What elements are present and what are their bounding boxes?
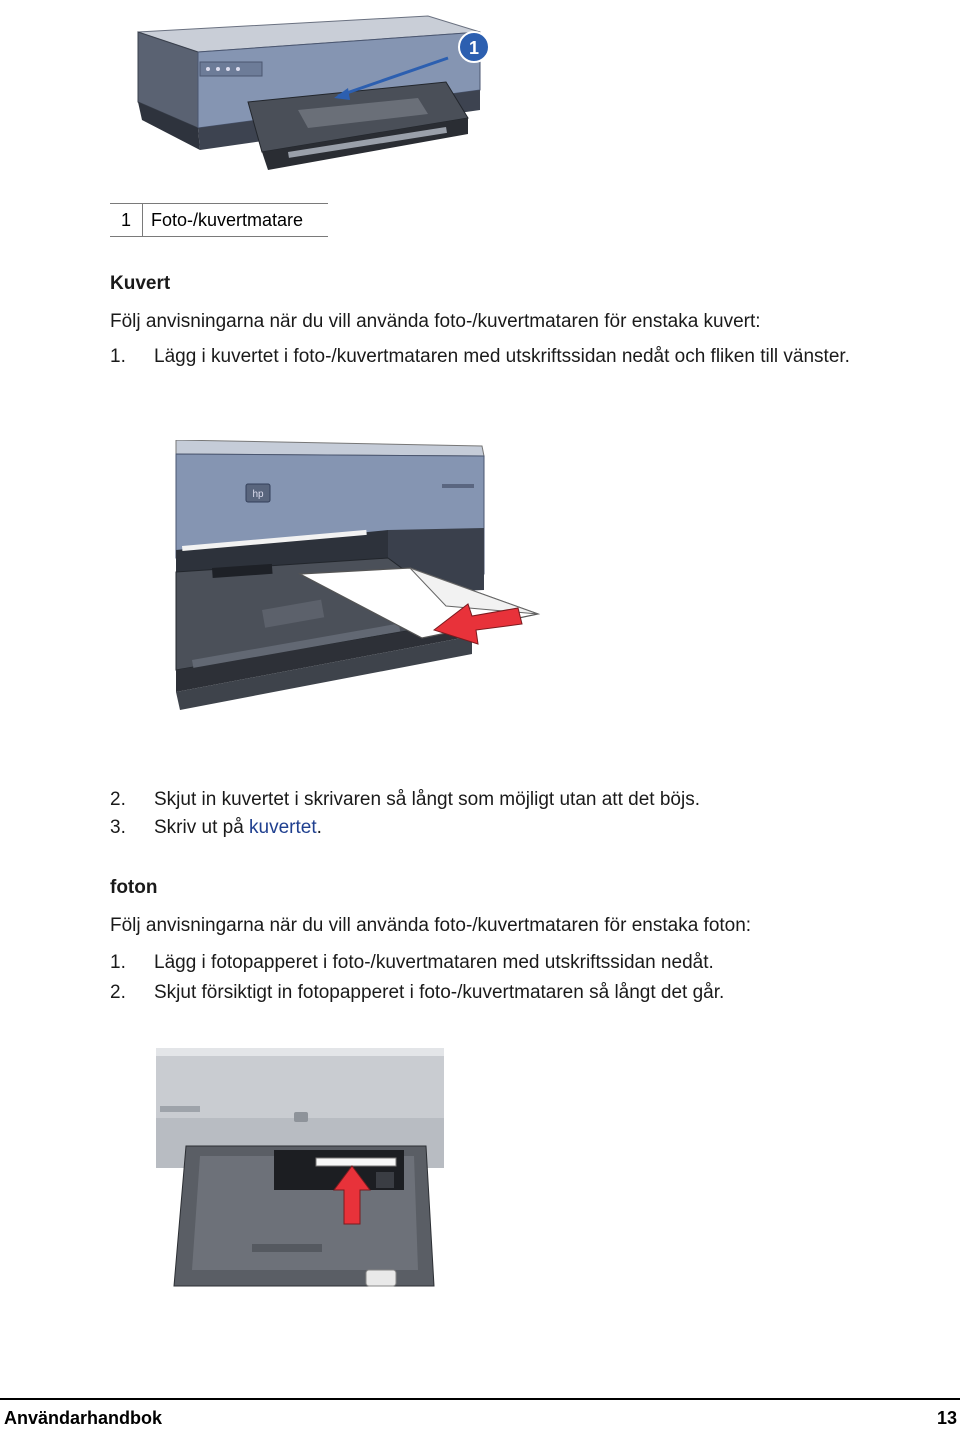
step-text-end: . [316,817,322,838]
callout-label-cell: Foto-/kuvertmatare [151,210,304,230]
page-number: 13 [936,1408,957,1428]
step-number: 2. [110,982,126,1003]
figure-photo-insert [156,1048,446,1298]
photo-illustration [156,1048,446,1298]
kuvert-step-2 [110,788,700,812]
kuvert-step-1 [110,345,850,369]
step-text: Skjut in kuvertet i skrivaren så långt som möjligt utan att det böjs. [154,789,700,810]
figure-envelope-insert [172,440,542,722]
callout-number-cell: 1 [110,204,143,236]
section-heading-foton: foton [110,877,158,898]
footer-title: Användarhandbok [4,1408,163,1428]
foton-step-1 [110,951,714,975]
step-text: Skriv ut på [154,817,250,838]
kuvert-intro: Följ anvisningarna när du vill använda foto-/kuvertmataren för enstaka kuvert: [110,311,761,332]
step-number: 3. [110,817,126,838]
printer-illustration [128,10,498,178]
step-number: 1. [110,952,126,973]
step-text: Lägg i kuvertet i foto-/kuvertmataren med utskriftssidan nedåt och fliken till vänster. [154,346,850,367]
svg-text:hp: hp [252,489,264,500]
callout-number: 1 [468,38,480,58]
figure-printer-feeder [128,10,498,178]
kuvert-step-3 [110,816,322,840]
step-text: Lägg i fotopapperet i foto-/kuvertmataren med utskriftssidan nedåt. [154,952,714,973]
step-text: Skjut försiktigt in fotopapperet i foto-/kuvertmataren så långt det går. [154,982,725,1003]
kuvertet-link[interactable]: kuvertet [249,817,317,838]
foton-step-2 [110,981,724,1005]
section-heading-kuvert: Kuvert [110,273,171,294]
step-number: 1. [110,346,126,367]
page-footer [0,1398,960,1431]
envelope-illustration [172,440,542,722]
foton-intro: Följ anvisningarna när du vill använda foto-/kuvertmataren för enstaka foton: [110,915,752,936]
callout-table [110,203,328,237]
step-number: 2. [110,789,126,810]
